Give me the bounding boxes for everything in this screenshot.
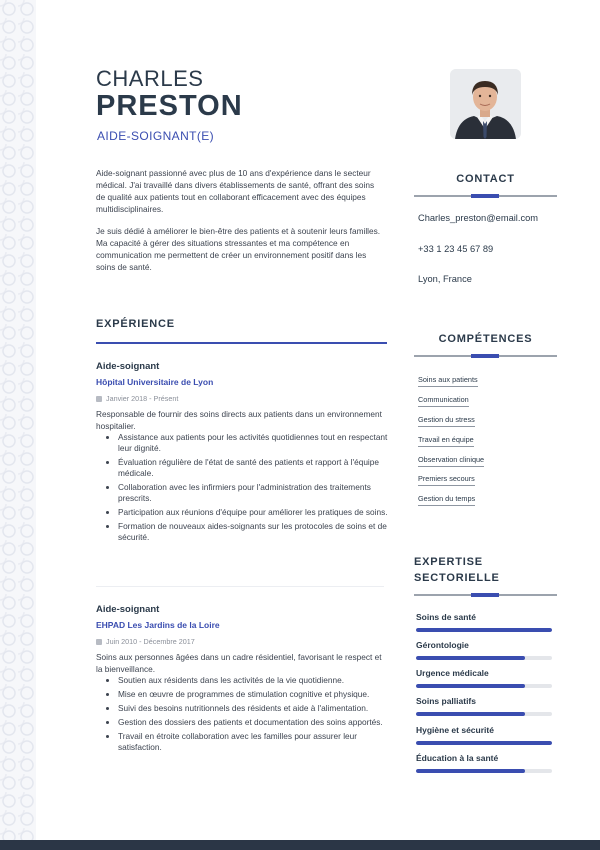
- job-title: AIDE-SOIGNANT(E): [97, 129, 215, 143]
- job-employer: EHPAD Les Jardins de la Loire: [96, 620, 220, 630]
- job-employer: Hôpital Universitaire de Lyon: [96, 377, 214, 387]
- expertise-bar-track: [416, 769, 552, 773]
- skills-divider: [414, 355, 557, 357]
- expertise-section-title: [414, 554, 500, 586]
- expertise-bar-track: [416, 741, 552, 745]
- skill-item: Observation clinique: [418, 455, 484, 467]
- experience-entry: [96, 361, 390, 546]
- expertise-bar-fill: [416, 656, 525, 660]
- summary-paragraph: Je suis dédié à améliorer le bien-être des patients et à soutenir leurs familles. Ma capacité à gérer des situations stressantes et ma compétence en communication me permettent de créer un environnement positif dans les soins de santé.: [96, 226, 381, 272]
- contact-phone[interactable]: +33 1 23 45 67 89: [418, 244, 494, 254]
- footer-bar: [0, 840, 600, 850]
- skills-section-title: COMPÉTENCES: [438, 333, 533, 345]
- skill-item: Communication: [418, 395, 469, 407]
- job-bullet: • Formation de nouveaux aides-soignants sur les protocoles de soins et de sécurité.: [118, 521, 390, 543]
- job-bullet: • Soutien aux résidents dans les activités de la vie quotidienne.: [118, 675, 390, 686]
- job-separator: [96, 586, 384, 587]
- skill-item: Gestion du temps: [418, 494, 475, 506]
- profile-summary: [96, 167, 381, 283]
- skill-item: Premiers secours: [418, 474, 475, 486]
- job-bullet: • Gestion des dossiers des patients et documentation des soins apportés.: [118, 717, 390, 728]
- experience-entry: [96, 604, 390, 756]
- divider-accent: [471, 593, 499, 597]
- expertise-bar-fill: [416, 712, 525, 716]
- job-bullet: • Travail en étroite collaboration avec les familles pour assurer leur satisfaction.: [118, 731, 390, 753]
- job-description: Soins aux personnes âgées dans un cadre résidentiel, favorisant le respect et la bienveillance.: [96, 652, 382, 674]
- job-role: Aide-soignant: [96, 361, 160, 372]
- job-dates: [96, 394, 390, 403]
- expertise-label: Gérontologie: [416, 640, 469, 650]
- job-role: Aide-soignant: [96, 604, 160, 615]
- expertise-label: Hygiène et sécurité: [416, 725, 494, 735]
- job-bullet-list: [96, 432, 390, 543]
- job-dates-text: Juin 2010 - Décembre 2017: [106, 637, 195, 646]
- job-bullet: • Assistance aux patients pour les activités quotidiennes tout en respectant leur dignité.: [118, 432, 390, 454]
- contact-section-title: CONTACT: [456, 173, 515, 185]
- contact-divider: [414, 195, 557, 197]
- job-bullet: • Collaboration avec les infirmiers pour l'administration des traitements prescrits.: [118, 482, 390, 504]
- expertise-bar-fill: [416, 628, 552, 632]
- first-name: CHARLES: [96, 66, 204, 91]
- experience-section-title: EXPÉRIENCE: [96, 318, 175, 330]
- summary-paragraph: Aide-soignant passionné avec plus de 10 ans d'expérience dans le secteur médical. J'ai travaillé dans divers établissements de santé, offrant des soins de qualité aux patients tout en collaborant efficacement avec des équipes multidisciplinaires.: [96, 168, 375, 214]
- last-name: PRESTON: [96, 90, 243, 122]
- expertise-bar-fill: [416, 684, 525, 688]
- expertise-bar-fill: [416, 769, 525, 773]
- calendar-icon: [96, 639, 102, 645]
- decorative-pattern-strip: [0, 0, 36, 850]
- experience-divider: [96, 342, 387, 344]
- job-description: Responsable de fournir des soins directs aux patients dans un environnement hospitalier.: [96, 409, 382, 431]
- divider-accent: [471, 354, 499, 358]
- job-bullet-list: [96, 675, 390, 753]
- job-dates: [96, 637, 390, 646]
- profile-photo: [450, 69, 521, 139]
- job-bullet: • Participation aux réunions d'équipe pour améliorer les pratiques de soins.: [118, 507, 390, 518]
- expertise-label: Urgence médicale: [416, 668, 489, 678]
- expertise-title-line: SECTORIELLE: [414, 572, 500, 584]
- expertise-label: Soins de santé: [416, 612, 476, 622]
- expertise-title-line: EXPERTISE: [414, 556, 483, 568]
- expertise-bar-track: [416, 656, 552, 660]
- expertise-bar-fill: [416, 741, 552, 745]
- calendar-icon: [96, 396, 102, 402]
- contact-email[interactable]: Charles_preston@email.com: [418, 213, 539, 223]
- job-bullet: • Mise en œuvre de programmes de stimulation cognitive et physique.: [118, 689, 390, 700]
- expertise-divider: [414, 594, 557, 596]
- job-bullet: • Évaluation régulière de l'état de santé des patients et rapport à l'équipe médicale.: [118, 457, 390, 479]
- expertise-label: Éducation à la santé: [416, 753, 499, 763]
- job-bullet: • Suivi des besoins nutritionnels des résidents et aide à l'alimentation.: [118, 703, 390, 714]
- skill-item: Travail en équipe: [418, 435, 474, 447]
- divider-accent: [471, 194, 499, 198]
- contact-location: Lyon, France: [418, 274, 472, 284]
- skill-item: Soins aux patients: [418, 375, 478, 387]
- expertise-bar-track: [416, 712, 552, 716]
- job-dates-text: Janvier 2018 - Présent: [106, 394, 179, 403]
- expertise-bar-track: [416, 628, 552, 632]
- skill-item: Gestion du stress: [418, 415, 475, 427]
- expertise-bar-track: [416, 684, 552, 688]
- expertise-label: Soins palliatifs: [416, 696, 476, 706]
